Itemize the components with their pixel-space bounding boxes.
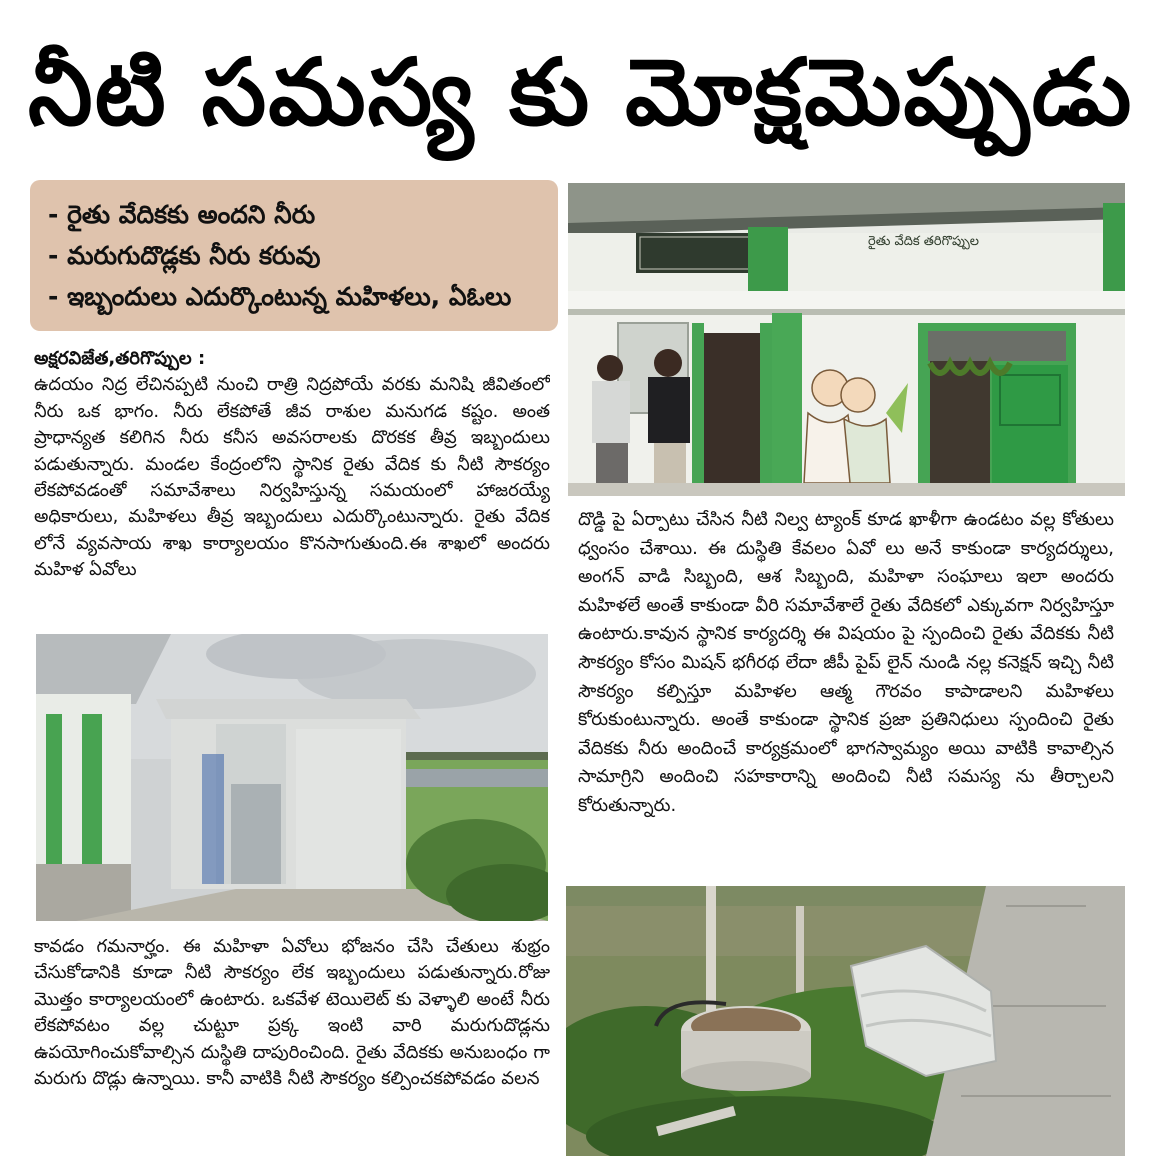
highlight-item: - మరుగుదొడ్లకు నీరు కరువు xyxy=(48,241,321,270)
highlights-list xyxy=(48,194,540,317)
article-paragraph: దొడ్డి పై ఏర్పాటు చేసిన నీటి నిల్వ ట్యాంక్ కూడ ఖాళీగా ఉండటం వల్ల కోతులు ధ్వంసం చేశాయి. ఈ దుస్థితి కేవలం ఏవో లు అనే కాకుండా కార్యదర్శులు, అంగన్ వాడి సిబ్బంది, ఆశ సిబ్బంది, మహిళా సంఘాలు ఇలా అందరు మహిళలే అంతే కాకుండా వీరి సమావేశాలే రైతు వేదికలో ఎక్కువగా నిర్వహిస్తూ ఉంటారు.కావున స్థానిక కార్యదర్శి ఈ విషయం పై స్పందించి రైతు వేదికకు నీటి సౌకర్యం కోసం మిషన్ భగీరథ లేదా జీపీ పైప్ లైన్ నుండి నల్ల కనెక్షన్ ఇచ్చి నీటి సౌకర్యం కల్పిస్తూ మహిళల ఆత్మ గౌరవం కాపాడాలని మహిళలు కోరుకుంటున్నారు. అంతే కాకుండా స్థానిక ప్రజా ప్రతినిధులు స్పందించి రైతు వేదికకు నీరు అందించే కార్యక్రమంలో భాగస్వామ్యం అయి వాటికి కావాల్సిన సామాగ్రిని అందించి సహకారాన్ని అందించి నీటి సమస్య ను తీర్చాలని కోరుతున్నారు. xyxy=(578,509,1114,816)
highlight-item: - రైతు వేదికకు అందని నీరు xyxy=(48,200,316,229)
building-sign-text: రైతు వేదిక తరిగొప్పుల xyxy=(868,234,979,249)
headline: నీటి సమస్య కు మోక్షమెప్పుడు xyxy=(28,39,1134,146)
article-column-right xyxy=(578,506,1114,878)
article-paragraph: కావడం గమనార్హం. ఈ మహిళా ఏవోలు భోజనం చేసి చేతులు శుభ్రం చేసుకోడానికి కూడా నీటి సౌకర్యం లేక ఇబ్బందులు పడుతున్నారు.రోజు మొత్తం కార్యాలయంలో ఉంటారు. ఒకవేళ టెయిలెట్ కు వెళ్ళాలి అంటే నీరు లేకపోవటం వల్ల చుట్టూ ప్రక్క ఇంటి వారి మరుగుదొడ్లను ఉపయోగించుకోవాల్సిన దుస్థితి దాపురించింది. రైతు వేదికకు అనుబంధం గా మరుగు దొడ్లు ఉన్నాయి. కానీ వాటికి నీటి సౌకర్యం కల్పించకపోవడం వలన xyxy=(34,936,550,1090)
photo-rythu-vedika-building xyxy=(568,183,1125,496)
photo-broken-water-tank xyxy=(566,886,1125,1156)
highlight-item: - ఇబ్బందులు ఎదుర్కొంటున్న మహిళలు, ఏఓలు xyxy=(48,282,512,311)
photo-toilet-block xyxy=(36,634,548,921)
article-column-left-top xyxy=(34,346,550,628)
article-paragraph: ఉదయం నిద్ర లేచినప్పటి నుంచి రాత్రి నిద్రపోయే వరకు మనిషి జీవితంలో నీరు ఒక భాగం. నీరు లేకపోతే జీవ రాశుల మనుగడ కష్టం. అంత ప్రాధాన్యత కలిగిన నీరు కనీస అవసరాలకు దొరకక తీవ్ర ఇబ్బందులు పడుతున్నారు. మండల కేంద్రంలోని స్థానిక రైతు వేదిక కు నీటి సౌకర్యం లేకపోవడంతో సమావేశాలు నిర్వహిస్తున్న సమయంలో హాజరయ్యే అధికారులు, మహిళలు తీవ్ర ఇబ్బందులు ఎదుర్కొంటున్నారు. రైతు వేదిక లోనే వ్యవసాయ శాఖ కార్యాలయం కొనసాగుతుంది.ఈ శాఖలో అందరు మహిళ ఏవోలు xyxy=(34,374,550,581)
article-column-left-bottom xyxy=(34,934,550,1150)
byline: అక్షరవిజేత,తరిగొప్పుల : xyxy=(34,348,206,369)
highlights-box xyxy=(30,180,558,331)
